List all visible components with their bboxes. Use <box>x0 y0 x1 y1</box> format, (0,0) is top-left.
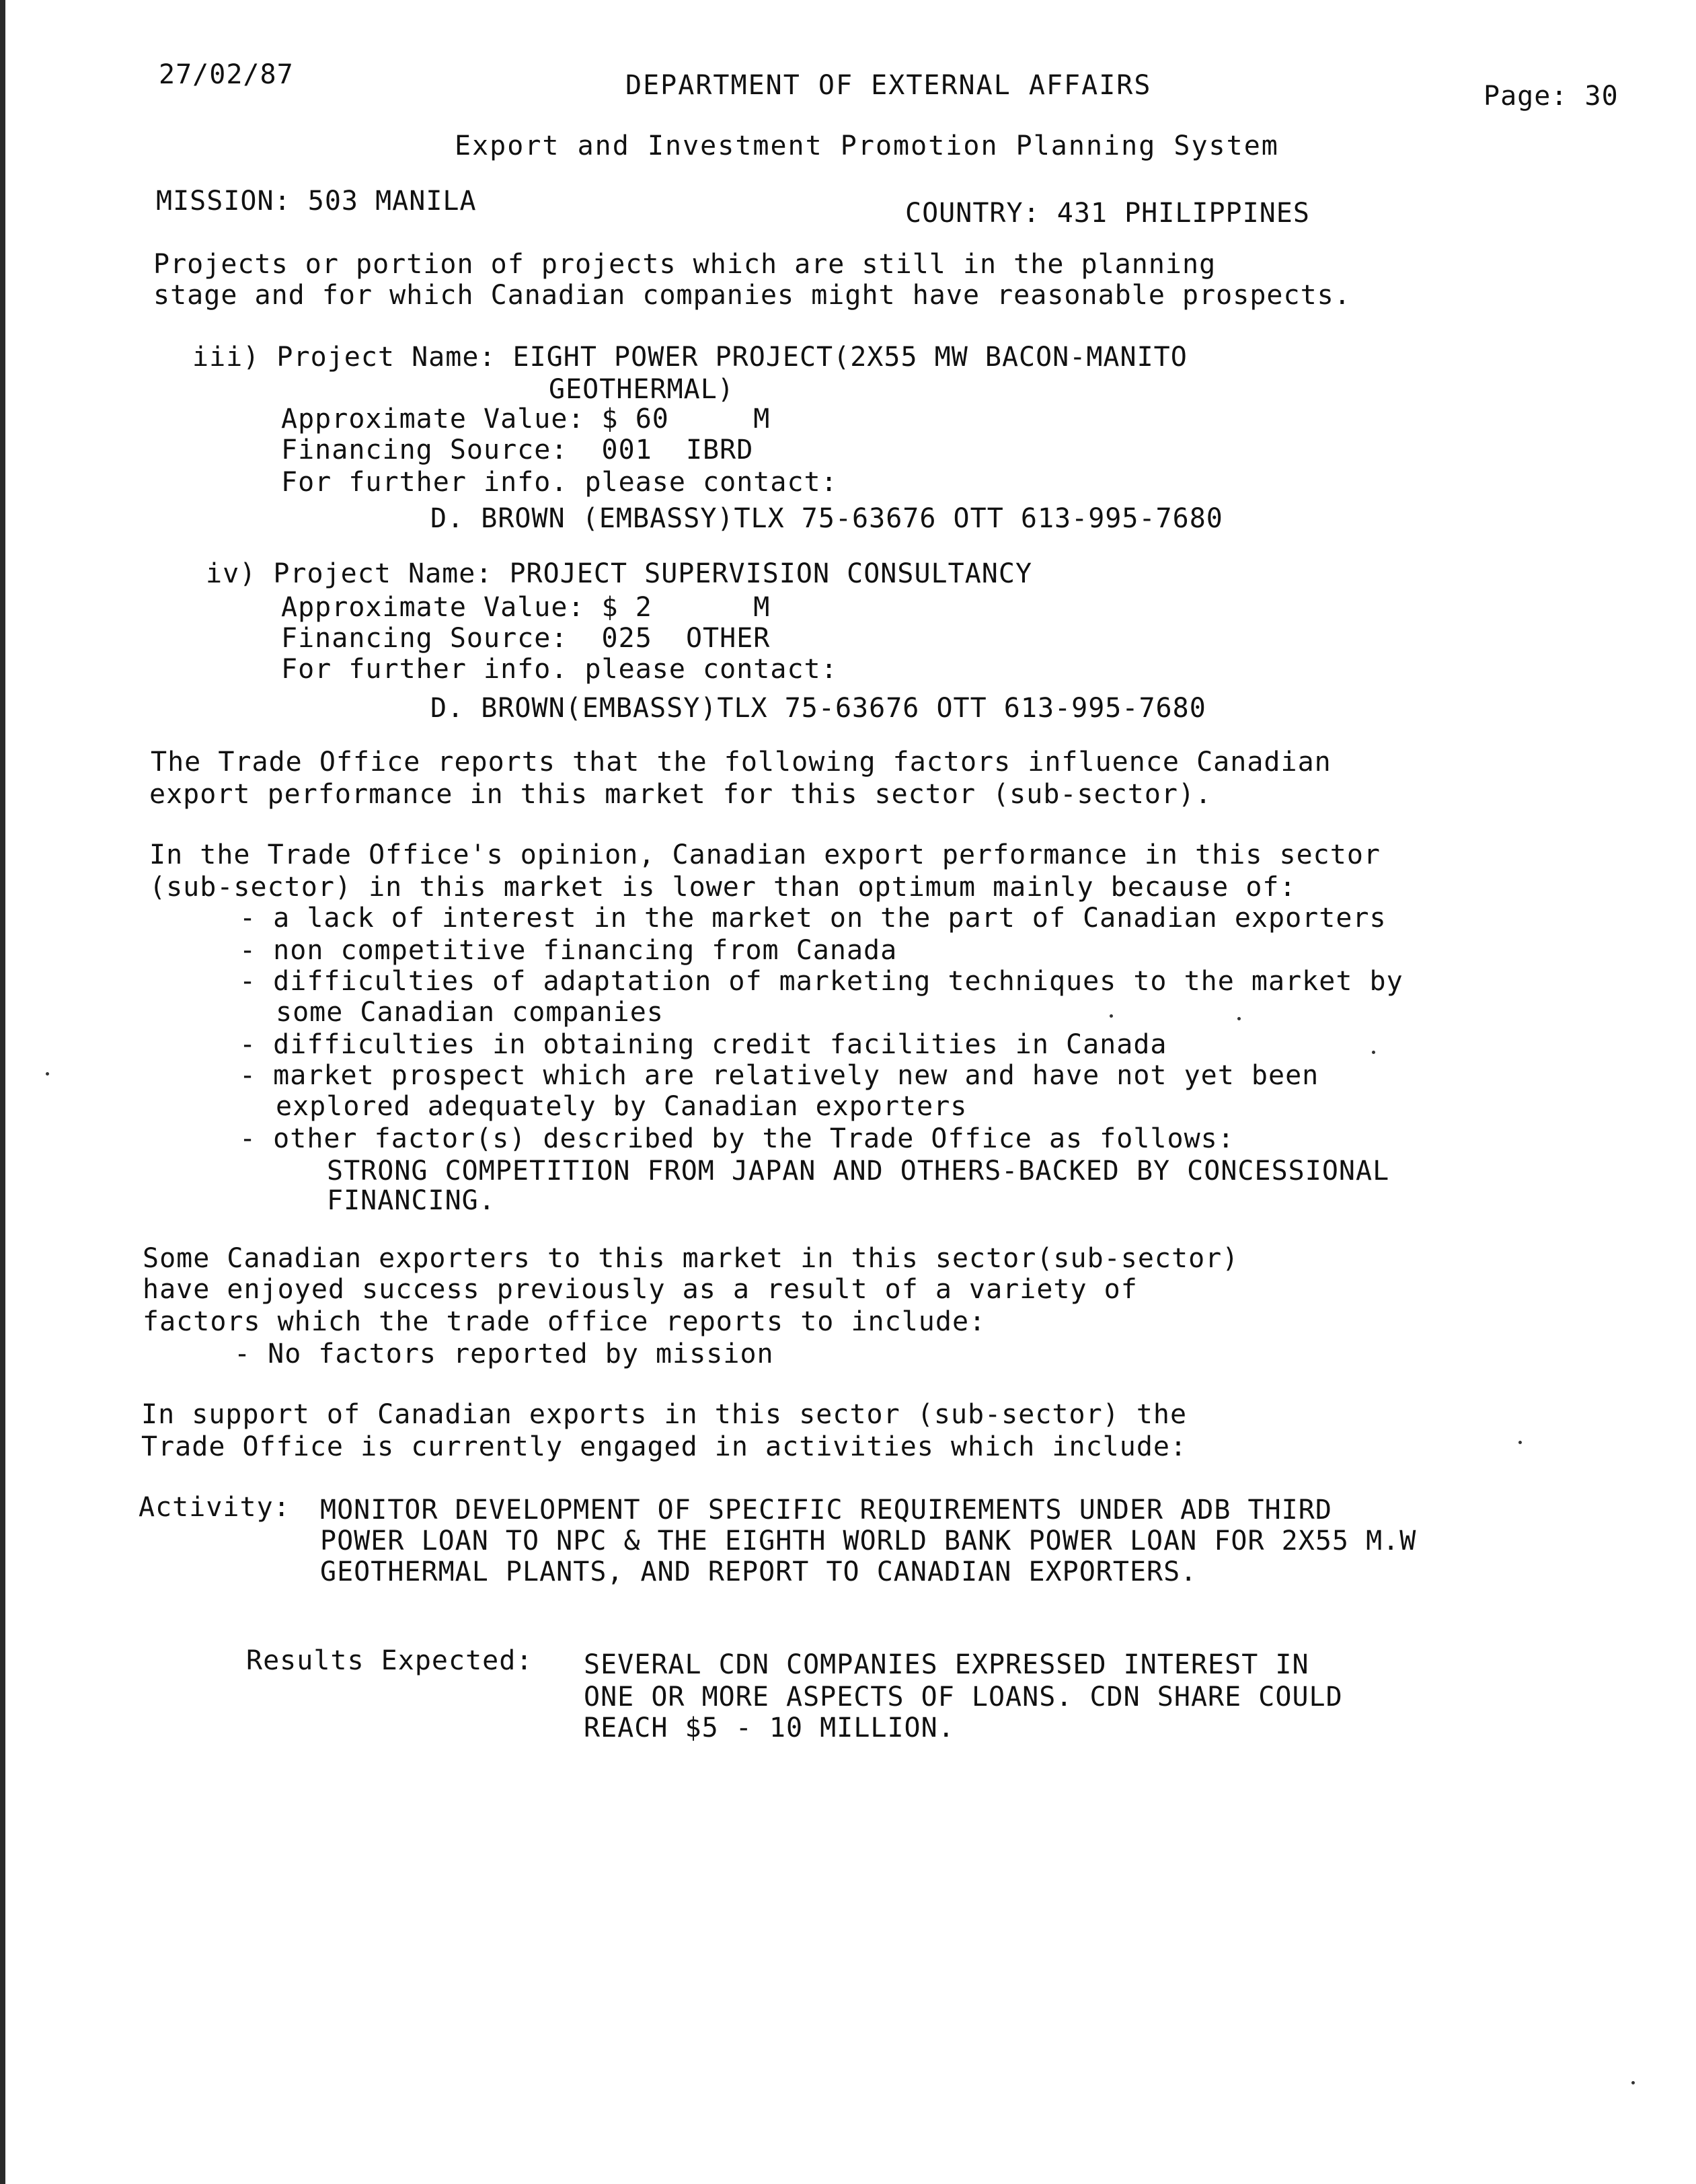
results-line-1: SEVERAL CDN COMPANIES EXPRESSED INTEREST IN <box>584 1649 1309 1680</box>
opinion-bullet-5: - market prospect which are relatively new and have not yet been <box>239 1060 1319 1091</box>
intro-line-2: stage and for which Canadian companies might have reasonable prospects. <box>153 280 1351 311</box>
project-iii-value: Approximate Value: $ 60 M <box>281 404 771 435</box>
opinion-bullet-2: - non competitive financing from Canada <box>239 935 898 966</box>
opinion-bullet-4: - difficulties in obtaining credit facilities in Canada <box>239 1029 1167 1060</box>
opinion-bullet-3-cont: some Canadian companies <box>276 997 664 1028</box>
activity-label: Activity: <box>139 1492 291 1523</box>
project-iv-contact: D. BROWN(EMBASSY)TLX 75-63676 OTT 613-995-7680 <box>430 693 1206 724</box>
success-line-2: have enjoyed success previously as a result of a variety of <box>143 1274 1138 1305</box>
project-iii-contact-label: For further info. please contact: <box>281 467 838 498</box>
support-line-2: Trade Office is currently engaged in activities which include: <box>141 1431 1188 1462</box>
scan-speck <box>1518 1441 1522 1444</box>
project-iv-name: iv) Project Name: PROJECT SUPERVISION CONSULTANCY <box>206 558 1033 589</box>
country-label: COUNTRY: 431 PHILIPPINES <box>905 198 1310 229</box>
page-number: Page: 30 <box>1483 81 1619 112</box>
opinion-line-1: In the Trade Office's opinion, Canadian export performance in this sector <box>149 839 1381 870</box>
opinion-bullet-1: - a lack of interest in the market on the part of Canadian exporters <box>239 903 1387 934</box>
results-line-3: REACH $5 - 10 MILLION. <box>584 1712 955 1743</box>
department-title: DEPARTMENT OF EXTERNAL AFFAIRS <box>625 70 1152 101</box>
success-line-4: - No factors reported by mission <box>234 1339 774 1369</box>
project-iv-value: Approximate Value: $ 2 M <box>281 592 771 623</box>
scan-speck <box>1372 1051 1375 1054</box>
intro-line-1: Projects or portion of projects which are still in the planning <box>153 249 1217 280</box>
scan-speck <box>1110 1014 1113 1018</box>
scan-speck <box>1237 1017 1241 1020</box>
scan-speck <box>46 1072 49 1076</box>
mission-label: MISSION: 503 MANILA <box>156 186 477 217</box>
opinion-bullet-5-cont: explored adequately by Canadian exporters <box>276 1091 968 1122</box>
results-line-2: ONE OR MORE ASPECTS OF LOANS. CDN SHARE COULD <box>584 1682 1343 1712</box>
project-iii-name: iii) Project Name: EIGHT POWER PROJECT(2X55 MW BACON-MANITO <box>192 342 1188 373</box>
success-line-3: factors which the trade office reports to include: <box>143 1306 987 1337</box>
scan-speck <box>1631 2081 1635 2084</box>
report-date: 27/02/87 <box>159 59 294 90</box>
opinion-bullet-6: - other factor(s) described by the Trade Office as follows: <box>239 1123 1235 1154</box>
system-title: Export and Investment Promotion Planning System <box>455 130 1279 161</box>
results-label: Results Expected: <box>246 1645 533 1676</box>
opinion-bullet-3: - difficulties of adaptation of marketing techniques to the market by <box>239 966 1403 997</box>
scan-edge-shadow <box>0 0 5 2184</box>
activity-line-2: POWER LOAN TO NPC & THE EIGHTH WORLD BANK POWER LOAN FOR 2X55 M.W <box>320 1526 1417 1556</box>
factors-line-2: export performance in this market for this sector (sub-sector). <box>149 779 1212 810</box>
activity-line-3: GEOTHERMAL PLANTS, AND REPORT TO CANADIAN EXPORTERS. <box>320 1556 1198 1587</box>
project-iii-financing: Financing Source: 001 IBRD <box>281 435 754 465</box>
success-line-1: Some Canadian exporters to this market in this sector(sub-sector) <box>143 1243 1239 1274</box>
opinion-bullet-6-detail-1: STRONG COMPETITION FROM JAPAN AND OTHERS-BACKED BY CONCESSIONAL <box>327 1156 1390 1187</box>
project-iv-financing: Financing Source: 025 OTHER <box>281 623 771 654</box>
factors-line-1: The Trade Office reports that the following factors influence Canadian <box>151 747 1332 778</box>
support-line-1: In support of Canadian exports in this sector (sub-sector) the <box>141 1399 1188 1430</box>
opinion-bullet-6-detail-2: FINANCING. <box>327 1185 496 1216</box>
opinion-line-2: (sub-sector) in this market is lower than optimum mainly because of: <box>149 872 1297 903</box>
project-iii-name-cont: GEOTHERMAL) <box>549 374 734 405</box>
project-iv-contact-label: For further info. please contact: <box>281 654 838 685</box>
activity-line-1: MONITOR DEVELOPMENT OF SPECIFIC REQUIREMENTS UNDER ADB THIRD <box>320 1495 1332 1526</box>
project-iii-contact: D. BROWN (EMBASSY)TLX 75-63676 OTT 613-995-7680 <box>430 503 1223 534</box>
